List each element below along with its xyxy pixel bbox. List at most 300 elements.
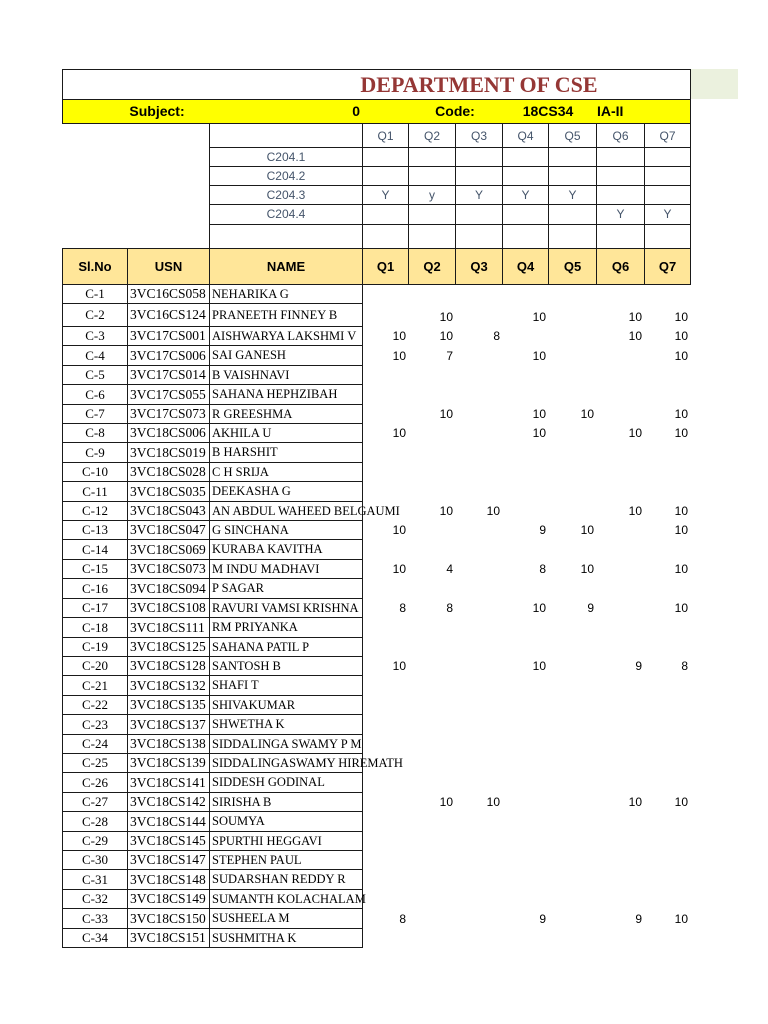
mark-cell <box>596 850 645 870</box>
co-mapping-cell: Y <box>362 185 409 205</box>
mark-cell <box>502 637 549 657</box>
mark-cell <box>596 831 645 851</box>
mark-cell <box>362 539 409 560</box>
co-label: C204.3 <box>209 185 363 205</box>
serial-number-cell: C-17 <box>62 598 128 618</box>
mark-cell: 10 <box>674 562 688 576</box>
mark-cell <box>644 617 691 638</box>
blank-cell <box>362 224 409 249</box>
mark-cell <box>644 462 691 482</box>
serial-number-cell: C-3 <box>62 326 128 346</box>
mark-cell: 4 <box>446 562 453 576</box>
mark-cell <box>362 850 409 870</box>
serial-number-cell: C-10 <box>62 462 128 482</box>
serial-number-cell: C-34 <box>62 928 128 948</box>
mark-cell <box>644 928 691 948</box>
mark-cell <box>362 384 409 405</box>
mark-cell <box>548 656 597 676</box>
mark-cell <box>596 734 645 754</box>
mark-cell <box>408 695 456 715</box>
mark-cell <box>408 284 456 304</box>
mark-cell <box>362 928 409 948</box>
question-label-q2: Q2 <box>408 123 456 148</box>
student-name-cell: SAI GANESH <box>209 345 363 366</box>
mark-cell <box>644 850 691 870</box>
mark-cell: 10 <box>580 407 594 421</box>
mark-cell <box>548 831 597 851</box>
mark-cell <box>362 734 409 754</box>
mark-cell <box>455 384 503 405</box>
mark-cell <box>596 928 645 948</box>
mark-cell <box>362 772 409 793</box>
student-name-cell: P SAGAR <box>209 578 363 599</box>
co-label: C204.4 <box>209 204 363 225</box>
usn-cell: 3VC18CS128 <box>127 656 210 676</box>
mark-cell <box>596 617 645 638</box>
mark-cell <box>455 303 503 327</box>
mark-cell <box>596 695 645 715</box>
mark-cell: 10 <box>580 562 594 576</box>
mark-cell <box>455 656 503 676</box>
usn-cell: 3VC17CS055 <box>127 384 210 405</box>
mark-cell <box>548 442 597 463</box>
mark-cell <box>596 869 645 890</box>
mark-cell <box>362 617 409 638</box>
mark-cell <box>644 539 691 560</box>
question-label-q4: Q4 <box>502 123 549 148</box>
mark-cell <box>408 539 456 560</box>
mark-cell <box>362 889 409 909</box>
mark-cell <box>502 734 549 754</box>
mark-cell <box>362 792 409 812</box>
mark-cell <box>502 928 549 948</box>
mark-cell <box>596 284 645 304</box>
co-label: C204.2 <box>209 166 363 186</box>
serial-number-cell: C-30 <box>62 850 128 870</box>
page-title: DEPARTMENT OF CSE <box>360 72 598 97</box>
mark-cell <box>455 539 503 560</box>
mark-cell: 10 <box>439 407 453 421</box>
mark-cell: 10 <box>486 504 500 518</box>
mark-cell <box>408 520 456 540</box>
mark-cell <box>408 384 456 405</box>
mark-cell: 8 <box>399 912 406 926</box>
mark-cell <box>596 404 645 424</box>
mark-cell <box>455 675 503 696</box>
usn-cell: 3VC18CS111 <box>127 617 210 638</box>
serial-number-cell: C-21 <box>62 675 128 696</box>
co-mapping-cell <box>362 166 409 186</box>
mark-cell: 10 <box>674 504 688 518</box>
mark-cell <box>644 831 691 851</box>
mark-cell: 9 <box>587 601 594 615</box>
mark-cell <box>548 753 597 773</box>
mark-cell <box>596 384 645 405</box>
course-code-value: 18CS34 <box>522 103 574 119</box>
student-name-cell: SHWETHA K <box>209 714 363 735</box>
mark-cell: 10 <box>674 329 688 343</box>
mark-cell <box>502 442 549 463</box>
column-header-q4: Q4 <box>502 248 549 285</box>
mark-cell <box>502 753 549 773</box>
mark-cell: 10 <box>628 310 642 324</box>
usn-cell: 3VC18CS144 <box>127 811 210 832</box>
usn-cell: 3VC16CS058 <box>127 284 210 304</box>
mark-cell <box>455 889 503 909</box>
column-header-q5: Q5 <box>548 248 597 285</box>
mark-cell: 10 <box>532 407 546 421</box>
mark-cell <box>596 462 645 482</box>
mark-cell: 10 <box>628 329 642 343</box>
mark-cell <box>596 714 645 735</box>
co-mapping-cell <box>548 166 597 186</box>
mark-cell: 10 <box>532 310 546 324</box>
serial-number-cell: C-1 <box>62 284 128 304</box>
mark-cell <box>596 889 645 909</box>
mark-cell <box>455 284 503 304</box>
mark-cell <box>548 908 597 929</box>
mark-cell <box>644 442 691 463</box>
usn-cell: 3VC18CS073 <box>127 559 210 579</box>
student-name-cell: SAHANA HEPHZIBAH <box>209 384 363 405</box>
mark-cell <box>502 850 549 870</box>
mark-cell <box>502 462 549 482</box>
mark-cell: 10 <box>392 349 406 363</box>
mark-cell <box>644 889 691 909</box>
mark-cell <box>644 384 691 405</box>
mark-cell <box>455 578 503 599</box>
student-name-cell: SUDARSHAN REDDY R <box>209 869 363 890</box>
student-name-cell: SUSHEELA M <box>209 908 363 929</box>
mark-cell <box>644 811 691 832</box>
mark-cell: 10 <box>392 329 406 343</box>
mark-cell: 10 <box>392 523 406 537</box>
mark-cell <box>362 675 409 696</box>
co-mapping-cell <box>502 147 549 167</box>
mark-cell <box>362 303 409 327</box>
usn-cell: 3VC18CS139 <box>127 753 210 773</box>
mark-cell <box>408 811 456 832</box>
mark-cell: 9 <box>539 523 546 537</box>
mark-cell <box>548 928 597 948</box>
mark-cell <box>548 578 597 599</box>
student-name-cell: SIDDESH GODINAL <box>209 772 363 793</box>
mark-cell <box>408 637 456 657</box>
mark-cell <box>502 578 549 599</box>
mark-cell <box>548 481 597 502</box>
mark-cell: 10 <box>580 523 594 537</box>
co-mapping-cell <box>502 204 549 225</box>
mark-cell: 8 <box>446 601 453 615</box>
mark-cell <box>455 695 503 715</box>
co-mapping-cell <box>596 166 645 186</box>
usn-cell: 3VC17CS006 <box>127 345 210 366</box>
serial-number-cell: C-13 <box>62 520 128 540</box>
usn-cell: 3VC18CS151 <box>127 928 210 948</box>
student-name-cell: SIRISHA B <box>209 792 363 812</box>
blank-cell <box>209 224 363 249</box>
mark-cell: 7 <box>446 349 453 363</box>
blank-cell <box>596 224 645 249</box>
usn-cell: 3VC18CS019 <box>127 442 210 463</box>
mark-cell: 10 <box>532 659 546 673</box>
co-mapping-cell <box>455 166 503 186</box>
co-mapping-cell <box>644 147 691 167</box>
mark-cell <box>548 792 597 812</box>
mark-cell <box>644 714 691 735</box>
mark-cell <box>548 637 597 657</box>
student-name-cell: SANTOSH B <box>209 656 363 676</box>
mark-cell <box>596 753 645 773</box>
mark-cell <box>362 578 409 599</box>
mark-cell <box>596 772 645 793</box>
student-name-cell: SAHANA PATIL P <box>209 637 363 657</box>
usn-cell: 3VC18CS108 <box>127 598 210 618</box>
co-mapping-cell <box>362 147 409 167</box>
co-mapping-cell: y <box>408 185 456 205</box>
student-name-cell: KURABA KAVITHA <box>209 539 363 560</box>
mark-cell <box>455 772 503 793</box>
mark-cell: 8 <box>399 601 406 615</box>
mark-cell <box>502 539 549 560</box>
serial-number-cell: C-11 <box>62 481 128 502</box>
usn-cell: 3VC18CS047 <box>127 520 210 540</box>
student-name-cell: SHIVAKUMAR <box>209 695 363 715</box>
usn-cell: 3VC18CS142 <box>127 792 210 812</box>
usn-cell: 3VC18CS148 <box>127 869 210 890</box>
co-mapping-cell <box>548 147 597 167</box>
mark-cell <box>502 481 549 502</box>
mark-cell <box>408 578 456 599</box>
mark-cell <box>408 365 456 385</box>
mark-cell <box>455 928 503 948</box>
mark-cell: 10 <box>674 407 688 421</box>
mark-cell: 10 <box>628 426 642 440</box>
student-name-cell: SUSHMITHA K <box>209 928 363 948</box>
mark-cell <box>548 772 597 793</box>
mark-cell <box>502 869 549 890</box>
co-mapping-cell <box>596 185 645 205</box>
mark-cell <box>644 578 691 599</box>
student-name-cell: STEPHEN PAUL <box>209 850 363 870</box>
serial-number-cell: C-32 <box>62 889 128 909</box>
subject-value: 0 <box>352 103 360 119</box>
serial-number-cell: C-20 <box>62 656 128 676</box>
serial-number-cell: C-28 <box>62 811 128 832</box>
mark-cell <box>548 850 597 870</box>
usn-cell: 3VC18CS035 <box>127 481 210 502</box>
mark-cell <box>408 734 456 754</box>
usn-cell: 3VC18CS069 <box>127 539 210 560</box>
mark-cell: 10 <box>674 349 688 363</box>
serial-number-cell: C-29 <box>62 831 128 851</box>
usn-cell: 3VC18CS137 <box>127 714 210 735</box>
blank-cell <box>548 224 597 249</box>
mark-cell <box>596 637 645 657</box>
mark-cell <box>548 384 597 405</box>
co-mapping-cell: Y <box>596 204 645 225</box>
mark-cell <box>502 772 549 793</box>
mark-cell <box>455 365 503 385</box>
question-label-blank <box>209 123 363 148</box>
mark-cell <box>548 365 597 385</box>
serial-number-cell: C-31 <box>62 869 128 890</box>
question-label-q6: Q6 <box>596 123 645 148</box>
student-name-cell: SIDDALINGA SWAMY P M <box>209 734 363 754</box>
co-mapping-cell <box>362 204 409 225</box>
mark-cell: 10 <box>439 329 453 343</box>
mark-cell: 9 <box>635 659 642 673</box>
usn-cell: 3VC18CS132 <box>127 675 210 696</box>
student-name-cell: AKHILA U <box>209 423 363 443</box>
mark-cell <box>502 326 549 346</box>
student-name-cell: SUMANTH KOLACHALAM <box>209 889 363 909</box>
serial-number-cell: C-24 <box>62 734 128 754</box>
usn-cell: 3VC18CS145 <box>127 831 210 851</box>
serial-number-cell: C-27 <box>62 792 128 812</box>
mark-cell <box>455 831 503 851</box>
co-mapping-cell: Y <box>548 185 597 205</box>
mark-cell <box>362 462 409 482</box>
mark-cell: 10 <box>439 795 453 809</box>
mark-cell <box>455 559 503 579</box>
mark-cell <box>644 772 691 793</box>
student-name-cell: AISHWARYA LAKSHMI V <box>209 326 363 346</box>
mark-cell <box>548 345 597 366</box>
serial-number-cell: C-22 <box>62 695 128 715</box>
mark-cell: 10 <box>392 562 406 576</box>
co-mapping-cell <box>408 147 456 167</box>
mark-cell: 9 <box>635 912 642 926</box>
mark-cell: 10 <box>628 795 642 809</box>
mark-cell <box>502 831 549 851</box>
mark-cell <box>455 345 503 366</box>
mark-cell <box>455 734 503 754</box>
mark-cell <box>455 462 503 482</box>
usn-cell: 3VC18CS043 <box>127 501 210 521</box>
usn-cell: 3VC18CS028 <box>127 462 210 482</box>
student-name-cell: RM PRIYANKA <box>209 617 363 638</box>
mark-cell <box>408 423 456 443</box>
column-header-q3: Q3 <box>455 248 503 285</box>
mark-cell <box>502 365 549 385</box>
column-header-q2: Q2 <box>408 248 456 285</box>
mark-cell <box>644 481 691 502</box>
serial-number-cell: C-9 <box>62 442 128 463</box>
mark-cell <box>502 792 549 812</box>
mark-cell <box>548 811 597 832</box>
exam-name: IA-II <box>597 103 624 119</box>
mark-cell <box>548 734 597 754</box>
mark-cell <box>502 384 549 405</box>
mark-cell: 10 <box>439 504 453 518</box>
mark-cell: 10 <box>674 426 688 440</box>
mark-cell <box>408 869 456 890</box>
mark-cell <box>502 714 549 735</box>
serial-number-cell: C-7 <box>62 404 128 424</box>
mark-cell <box>408 850 456 870</box>
co-mapping-cell <box>548 204 597 225</box>
column-header-q6: Q6 <box>596 248 645 285</box>
mark-cell <box>644 734 691 754</box>
usn-cell: 3VC18CS138 <box>127 734 210 754</box>
mark-cell <box>644 284 691 304</box>
mark-cell <box>362 637 409 657</box>
usn-cell: 3VC18CS135 <box>127 695 210 715</box>
mark-cell <box>644 675 691 696</box>
blank-cell <box>644 224 691 249</box>
mark-cell <box>408 462 456 482</box>
student-name-cell: B VAISHNAVI <box>209 365 363 385</box>
co-mapping-cell <box>644 166 691 186</box>
mark-cell <box>408 772 456 793</box>
mark-cell <box>548 326 597 346</box>
mark-cell: 10 <box>439 310 453 324</box>
mark-cell <box>455 617 503 638</box>
usn-cell: 3VC17CS073 <box>127 404 210 424</box>
mark-cell <box>548 869 597 890</box>
mark-cell: 8 <box>493 329 500 343</box>
mark-cell <box>362 404 409 424</box>
serial-number-cell: C-6 <box>62 384 128 405</box>
usn-cell: 3VC17CS014 <box>127 365 210 385</box>
mark-cell <box>455 404 503 424</box>
mark-cell <box>455 598 503 618</box>
question-label-q1: Q1 <box>362 123 409 148</box>
mark-cell <box>644 695 691 715</box>
mark-cell <box>362 714 409 735</box>
mark-cell <box>548 675 597 696</box>
mark-cell <box>362 501 409 521</box>
mark-cell <box>408 481 456 502</box>
mark-cell: 10 <box>532 601 546 615</box>
serial-number-cell: C-4 <box>62 345 128 366</box>
mark-cell <box>455 753 503 773</box>
mark-cell <box>362 442 409 463</box>
mark-cell <box>362 831 409 851</box>
co-mapping-cell <box>408 204 456 225</box>
co-mapping-cell <box>596 147 645 167</box>
mark-cell <box>362 695 409 715</box>
student-name-cell: R GREESHMA <box>209 404 363 424</box>
mark-cell: 10 <box>532 349 546 363</box>
column-header-q7: Q7 <box>644 248 691 285</box>
co-mapping-cell <box>408 166 456 186</box>
co-label: C204.1 <box>209 147 363 167</box>
mark-cell <box>596 559 645 579</box>
mark-cell <box>455 850 503 870</box>
serial-number-cell: C-2 <box>62 303 128 327</box>
serial-number-cell: C-12 <box>62 501 128 521</box>
mark-cell <box>644 365 691 385</box>
co-mapping-cell <box>455 147 503 167</box>
mark-cell <box>644 753 691 773</box>
student-name-cell: PRANEETH FINNEY B <box>209 303 363 327</box>
student-name-cell: C H SRIJA <box>209 462 363 482</box>
serial-number-cell: C-5 <box>62 365 128 385</box>
blank-cell <box>455 224 503 249</box>
mark-cell <box>455 908 503 929</box>
mark-cell <box>362 811 409 832</box>
mark-cell <box>596 578 645 599</box>
mark-cell <box>548 889 597 909</box>
student-name-cell: AN ABDUL WAHEED BELGAUMI <box>209 501 363 521</box>
co-mapping-cell <box>502 166 549 186</box>
student-name-cell: B HARSHIT <box>209 442 363 463</box>
mark-cell: 8 <box>681 659 688 673</box>
mark-cell <box>596 675 645 696</box>
mark-cell <box>502 501 549 521</box>
